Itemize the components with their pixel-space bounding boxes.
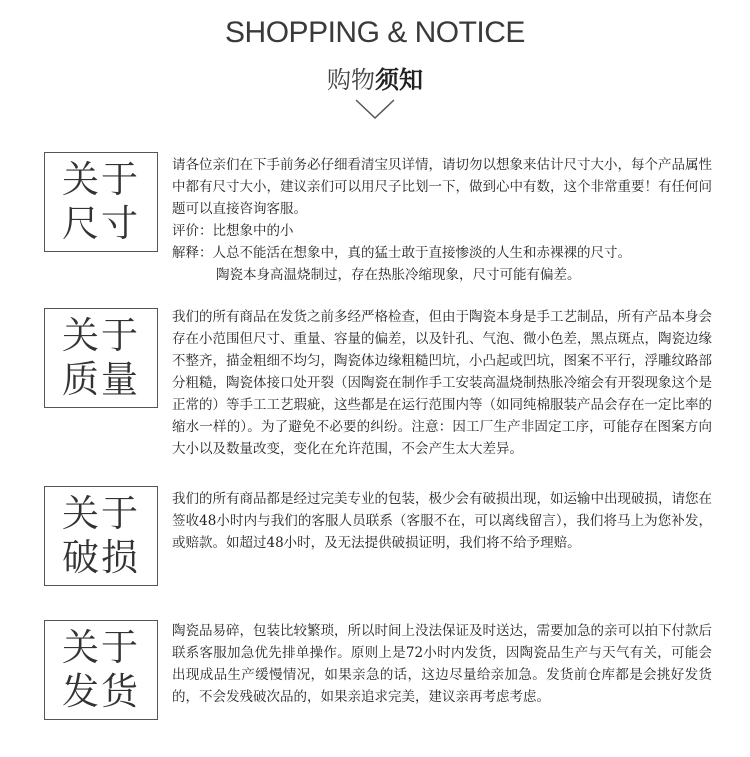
section-title-line1: 关于 — [62, 314, 140, 357]
section-size — [0, 150, 750, 283]
section-title-line2: 破损 — [62, 536, 140, 579]
header-title-cn — [0, 60, 750, 95]
section-quality — [0, 300, 750, 475]
notice-header — [0, 0, 750, 125]
section-body — [172, 488, 712, 554]
section-title-box — [44, 620, 158, 720]
section-title-line2: 尺寸 — [62, 202, 140, 245]
paragraph: 陶瓷本身高温烧制过，存在热胀冷缩现象，尺寸可能有偏差。 — [216, 267, 581, 283]
section-title-line1: 关于 — [62, 158, 140, 201]
header-title-en: SHOPPING & NOTICE — [225, 16, 525, 49]
paragraph: 评价：比想象中的小 — [172, 223, 294, 239]
section-title-line2: 发货 — [62, 670, 140, 713]
section-body — [172, 154, 712, 286]
section-title-line2: 质量 — [62, 358, 140, 401]
paragraph: 解释：人总不能活在想象中，真的猛士敢于直接惨淡的人生和赤裸裸的尺寸。 — [172, 245, 631, 261]
paragraph: 我们的所有商品都是经过完美专业的包装，极少会有破损出现，如运输中出现破损，请您在签收48小时内与我们的客服人员联系（客服不在，可以离线留言），我们将马上为您补发，或赔款。如超过48小时，及无法提供破损证明，我们将不给予理赔。 — [172, 491, 712, 551]
paragraph: 我们的所有商品在发货之前多经严格检查，但由于陶瓷本身是手工艺制品，所有产品本身会存在小范围但尺寸、重量、容量的偏差，以及针孔、气泡、微小色差，黑点斑点，陶瓷边缘不整齐，描金粗细不均匀，陶瓷体边缘粗糙凹坑，小凸起或凹坑，图案不平行，浮雕纹路部分粗糙，陶瓷体接口处开裂（因陶瓷在制作手工安装高温烧制热胀冷缩会有开裂现象这个是正常的）等手工工艺瑕疵，这些都是在运行范围内等（如同纯棉服装产品会存在一定比率的缩水一样的）。为了避免不必要的纠纷。注意：因工厂生产非固定工序，可能存在图案方向大小以及数量改变，变化在允许范围，不会产生太大差异。 — [172, 309, 712, 457]
section-title-box — [44, 486, 158, 586]
section-shipping — [0, 616, 750, 746]
section-body — [172, 306, 712, 460]
section-title-box — [44, 152, 158, 252]
chevron-down-icon — [354, 98, 396, 120]
header-title-cn-light: 购物 — [327, 66, 375, 94]
paragraph: 请各位亲们在下手前务必仔细看清宝贝详情，请切勿以想象来估计尺寸大小，每个产品属性中都有尺寸大小，建议亲们可以用尺子比划一下，做到心中有数，这个非常重要！有任何问题可以直接咨询客服。 — [172, 157, 712, 217]
paragraph: 陶瓷品易碎，包装比较繁琐，所以时间上没法保证及时送达，需要加急的亲可以拍下付款后联系客服加急优先排单操作。原则上是72小时内发货，因陶瓷品生产与天气有关，可能会出现成品生产缓慢情况，如果亲急的话，这边尽量给亲加急。发货前仓库都是会挑好发货的，不会发残破次品的，如果亲追求完美，建议亲再考虑考虑。 — [172, 623, 712, 705]
section-body — [172, 620, 712, 708]
section-title-box — [44, 308, 158, 408]
section-title-line1: 关于 — [62, 626, 140, 669]
header-title-cn-bold: 须知 — [375, 66, 423, 94]
section-title-line1: 关于 — [62, 492, 140, 535]
section-damage — [0, 486, 750, 596]
